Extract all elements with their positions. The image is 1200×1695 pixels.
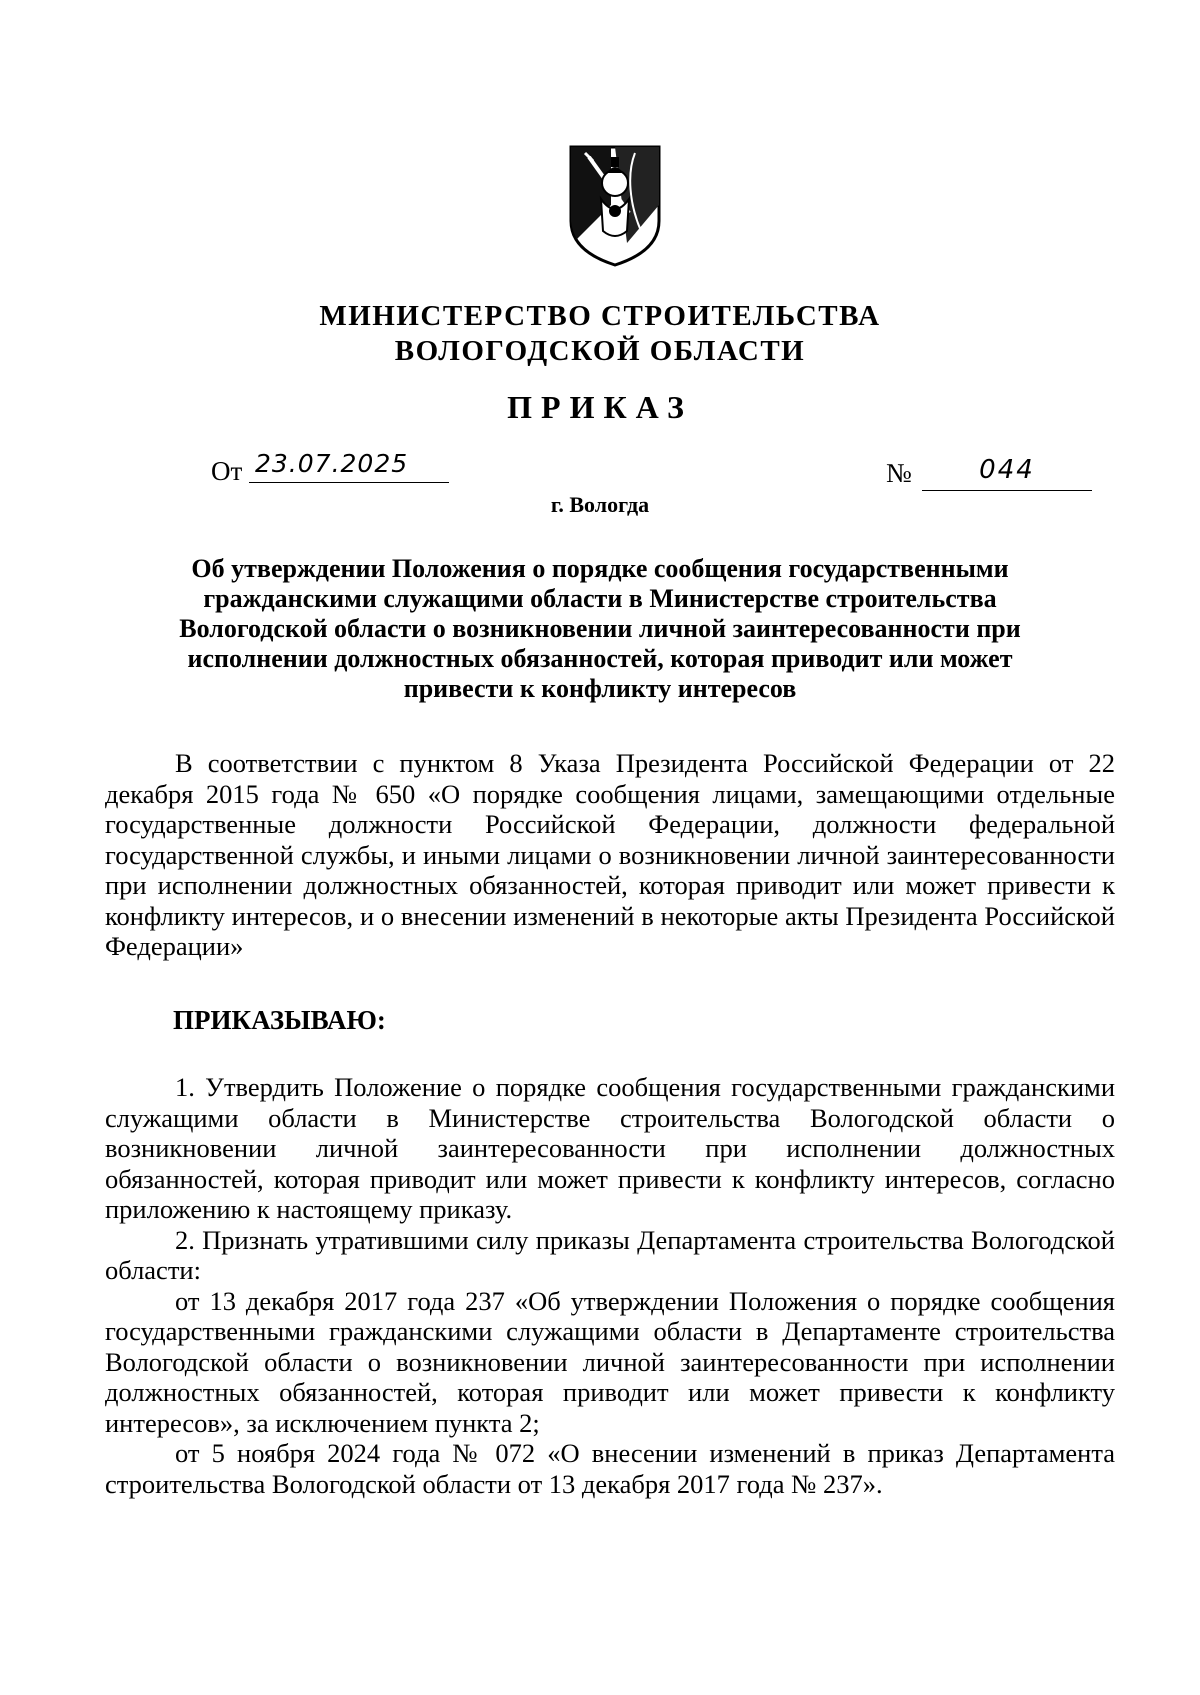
vologda-coat-of-arms-icon xyxy=(567,143,663,269)
handwritten-number: 044 xyxy=(922,455,1092,491)
order-subject: Об утверждении Положения о порядке сообщения государственными гражданскими служащими области в Министерстве строительства Вологодской области о возникновении личной заинтересованности при исполнении должностных обязанностей, которая приводит или может привести к конфликту интересов xyxy=(179,554,1021,703)
order-items xyxy=(105,1072,1115,1499)
order-item-2: 2. Признать утратившими силу приказы Департамента строительства Вологодской области: xyxy=(105,1224,1115,1285)
number-label: № xyxy=(886,458,912,488)
ministry-name-line2: ВОЛОГОДСКОЙ ОБЛАСТИ xyxy=(394,335,806,367)
date-label: От xyxy=(211,456,243,486)
document-type-title: ПРИКАЗ xyxy=(507,389,693,425)
handwritten-date: 23.07.2025 xyxy=(249,449,449,483)
preamble-block xyxy=(105,748,1115,962)
decree-word: ПРИКАЗЫВАЮ: xyxy=(173,1005,386,1035)
order-item-2-sub-2: от 5 ноября 2024 года № 072 «О внесении изменений в приказ Департамента строительства Вологодской области от 13 декабря 2017 года № 237». xyxy=(105,1438,1115,1499)
order-item-1: 1. Утвердить Положение о порядке сообщения государственными гражданскими служащими области в Министерстве строительства Вологодской области о возникновении личной заинтересованности при исполнении должностных обязанностей, которая приводит или может привести к конфликту интересов, согласно приложению к настоящему приказу. xyxy=(105,1072,1115,1224)
preamble-paragraph: В соответствии с пунктом 8 Указа Президента Российской Федерации от 22 декабря 2015 года № 650 «О порядке сообщения лицами, замещающими отдельные государственные должности Российской Федерации, должности федеральной государственной службы, и иными лицами о возникновении личной заинтересованности при исполнении должностных обязанностей, которая приводит или может привести к конфликту интересов, и о внесении изменений в некоторые акты Президента Российской Федерации» xyxy=(105,748,1115,961)
ministry-name-line1: МИНИСТЕРСТВО СТРОИТЕЛЬСТВА xyxy=(319,300,881,332)
order-item-2-sub-1: от 13 декабря 2017 года 237 «Об утверждении Положения о порядке сообщения государственными гражданскими служащими области в Департаменте строительства Вологодской области о возникновении личной заинтересованности при исполнении должностных обязанностей, которая приводит или может привести к конфликту интересов», за исключением пункта 2; xyxy=(105,1285,1115,1438)
city-name: г. Вологда xyxy=(550,492,650,517)
